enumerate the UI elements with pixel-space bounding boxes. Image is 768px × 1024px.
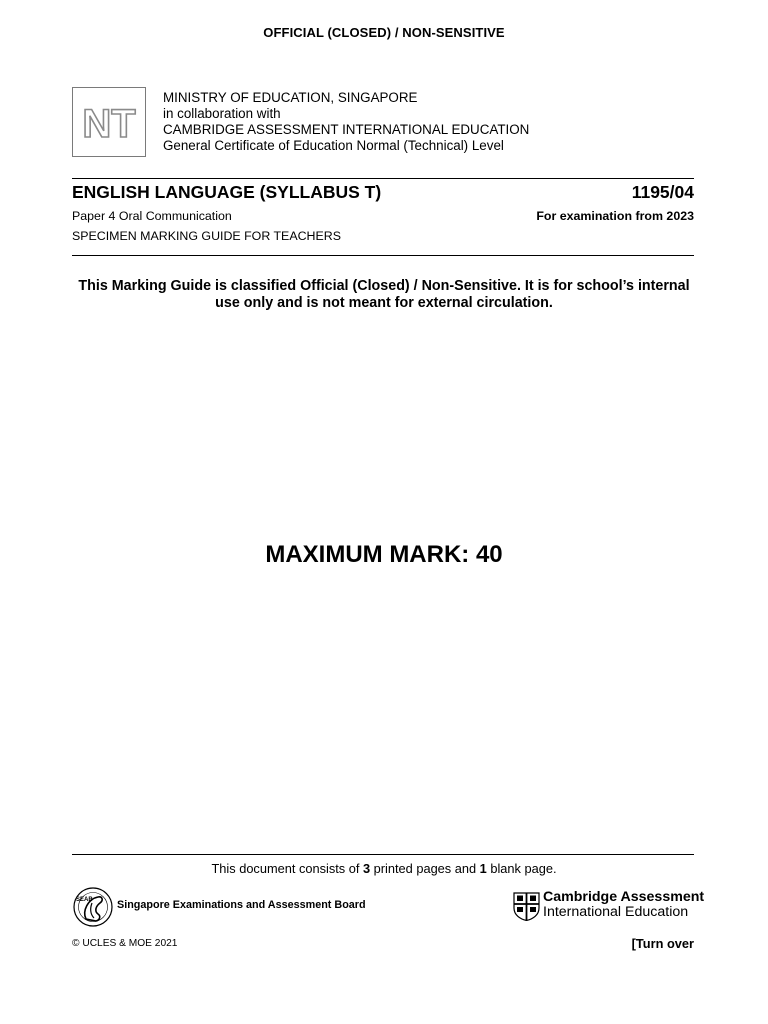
maximum-mark: MAXIMUM MARK: 40: [265, 541, 503, 568]
seab-name: Singapore Examinations and Assessment Board: [117, 899, 366, 911]
classification-notice: This Marking Guide is classified Official (Closed) / Non-Sensitive. It is for school’s internal use only and is not meant for external circulation.: [78, 278, 690, 311]
cambridge-wordmark-line2: International Education: [543, 904, 689, 920]
cambridge-line: CAMBRIDGE ASSESSMENT INTERNATIONAL EDUCATION: [163, 122, 530, 137]
cambridge-wordmark-line1: Cambridge Assessment: [543, 889, 705, 905]
page-count-statement: This document consists of 3 printed pages and 1 blank page.: [211, 861, 557, 876]
cambridge-wordmark: [543, 890, 704, 920]
classification-banner: OFFICIAL (CLOSED) / NON-SENSITIVE: [263, 25, 505, 40]
cambridge-crest-icon: [513, 892, 540, 921]
blank-page-count: 1: [479, 861, 487, 876]
copyright: © UCLES & MOE 2021: [72, 938, 178, 949]
issuing-bodies: [163, 90, 529, 154]
syllabus-code: 1195/04: [631, 182, 694, 202]
divider-header-bottom: [72, 255, 694, 256]
ministry-line: MINISTRY OF EDUCATION, SINGAPORE: [163, 90, 418, 105]
turn-over-label: [Turn over: [631, 936, 694, 951]
collaboration-line: in collaboration with: [163, 106, 281, 121]
paper-name: Paper 4 Oral Communication: [72, 209, 232, 223]
subject-title: ENGLISH LANGUAGE (SYLLABUS T): [72, 182, 382, 202]
printed-page-count: 3: [362, 861, 371, 876]
seab-logo-text: SEAB: [76, 897, 93, 903]
nt-logo-text: NT: [82, 102, 136, 146]
divider-footer: [72, 854, 694, 855]
nt-level-logo-icon: [72, 87, 146, 157]
divider-top: [72, 178, 694, 179]
document-type: SPECIMEN MARKING GUIDE FOR TEACHERS: [72, 229, 341, 243]
examination-year: For examination from 2023: [536, 209, 694, 223]
seab-lion-logo-icon: [72, 881, 114, 929]
certificate-line: General Certificate of Education Normal (Technical) Level: [163, 138, 504, 153]
